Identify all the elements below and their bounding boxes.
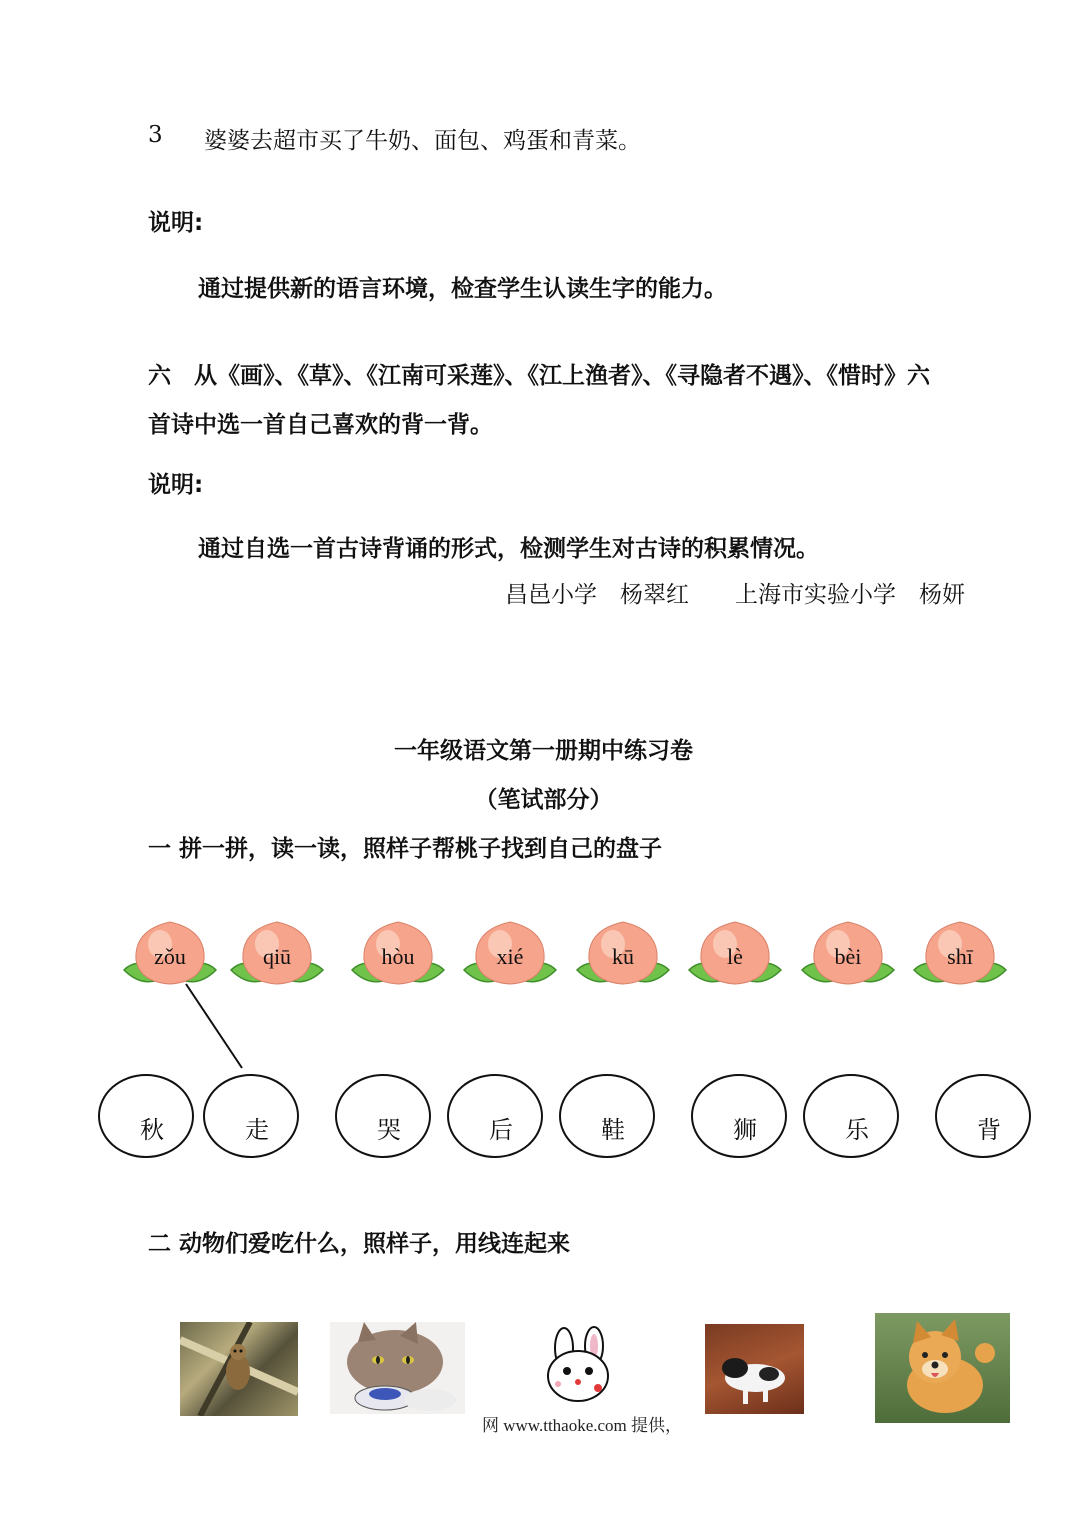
plate-5[interactable] [560, 1075, 654, 1157]
authors-line: 昌邑小学 杨翠红 上海市实验小学 杨妍 [505, 582, 965, 608]
peach-pinyin: qiū [262, 944, 292, 969]
note-text: 通过提供新的语言环境，检查学生认读生字的能力。 [198, 276, 727, 302]
peach-5 [577, 922, 669, 984]
plate-8[interactable] [936, 1075, 1030, 1157]
puppy-sleeping-photo [705, 1324, 804, 1414]
peach-7 [802, 922, 894, 984]
peach-pinyin: xié [496, 944, 524, 969]
plate-4[interactable] [448, 1075, 542, 1157]
plate-6[interactable] [692, 1075, 786, 1157]
cat-photo [330, 1322, 465, 1414]
rabbit-icon [538, 1326, 618, 1406]
plate-character: 乐 [845, 1116, 869, 1144]
peach-1 [124, 922, 216, 984]
footer-source: 网 www.tthaoke.com 提供， [482, 1416, 683, 1435]
plate-character: 背 [977, 1116, 1001, 1144]
peach-6 [689, 922, 781, 984]
note-label: 说明: [148, 210, 204, 236]
exam-subtitle: （笔试部分） [474, 787, 613, 813]
question-6-line-1: 六 从《画》、《草》、《江南可采莲》、《江上渔者》、《寻隐者不遇》、《惜时》六 [148, 363, 930, 389]
exam-title: 一年级语文第一册期中练习卷 [394, 738, 693, 764]
question-6-line-2: 首诗中选一首自己喜欢的背一背。 [148, 412, 493, 438]
plate-character: 狮 [733, 1116, 757, 1144]
peach-8 [914, 922, 1006, 984]
plate-character: 秋 [140, 1116, 164, 1144]
plate-1[interactable] [99, 1075, 193, 1157]
peach-pinyin: shī [947, 944, 973, 969]
peach-pinyin: hòu [381, 944, 415, 969]
plate-character: 走 [245, 1116, 269, 1144]
plate-2[interactable] [204, 1075, 298, 1157]
peach-pinyin: bèi [834, 944, 862, 969]
peach-2 [231, 922, 323, 984]
peach-pinyin: zǒu [154, 944, 186, 969]
plate-3[interactable] [336, 1075, 430, 1157]
plate-character: 哭 [377, 1116, 401, 1144]
plate-character: 鞋 [601, 1116, 625, 1144]
item-3-text: 婆婆去超市买了牛奶、面包、鸡蛋和青菜。 [204, 128, 641, 154]
peach-3 [352, 922, 444, 984]
peach-pinyin: lè [727, 944, 743, 969]
question-2-title: 二 动物们爱吃什么，照样子，用线连起来 [148, 1231, 571, 1257]
peach-pinyin: kū [612, 944, 634, 969]
item-3-number: 3 [148, 122, 163, 148]
puppy-running-photo [875, 1313, 1010, 1423]
peach-4 [464, 922, 556, 984]
monkey-photo [180, 1322, 298, 1416]
plate-character: 后 [489, 1116, 513, 1144]
note-label-2: 说明: [148, 472, 204, 498]
example-connecting-line [186, 984, 242, 1068]
note-text-2: 通过自选一首古诗背诵的形式，检测学生对古诗的积累情况。 [198, 536, 819, 562]
plate-7[interactable] [804, 1075, 898, 1157]
question-1-title: 一 拼一拼，读一读，照样子帮桃子找到自己的盘子 [148, 836, 663, 862]
